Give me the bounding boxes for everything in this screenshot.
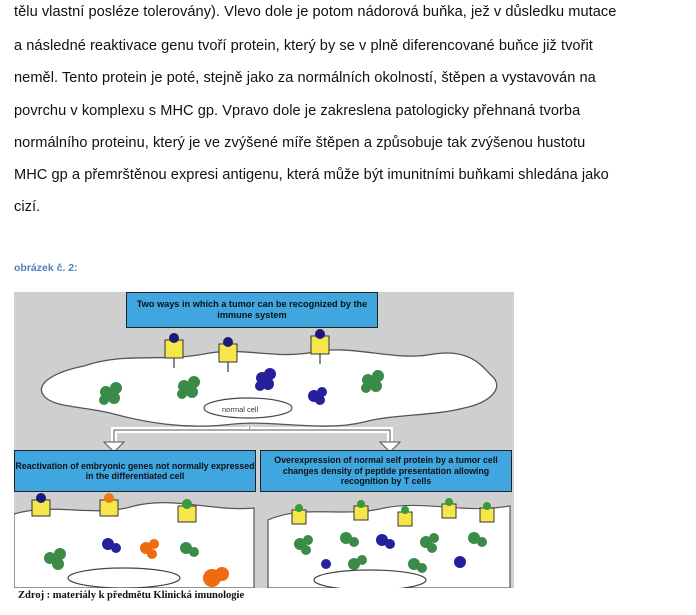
mhc-molecule-icon bbox=[100, 493, 118, 516]
figure-title: Two ways in which a tumor can be recognized by the immune system bbox=[136, 299, 368, 320]
mhc-molecule-icon bbox=[442, 498, 456, 518]
mhc-molecule-icon bbox=[32, 493, 50, 516]
paragraph-line: normálního proteinu, který je ve zvýšené míře štěpen a způsobuje tak zvýšenou hustotu bbox=[14, 135, 586, 151]
normal-cell-label: normal cell bbox=[222, 405, 259, 414]
figure-right-text: Overexpression of normal self protein by a tumor cell changes density of peptide presentation allowing recognition by T cells bbox=[274, 455, 498, 487]
paragraph-line: tělu vlastní posléze tolerovány). Vlevo dole je potom nádorová buňka, jež v důsledku mutace bbox=[14, 4, 617, 20]
mhc-molecule-icon bbox=[178, 499, 196, 522]
figure-drawing bbox=[14, 292, 514, 606]
figure-caption: obrázek č. 2: bbox=[14, 262, 78, 274]
mhc-molecule-icon bbox=[292, 504, 306, 524]
paragraph-line: MHC gp a přemrštěnou expresi antigenu, která může být imunitními buňkami shledána jako bbox=[14, 167, 609, 183]
mhc-molecule-icon bbox=[354, 500, 368, 520]
figure-source: Zdroj : materiály k předmětu Klinická imunologie bbox=[18, 590, 245, 601]
protein-icon bbox=[321, 559, 331, 569]
figure-left-box bbox=[14, 450, 256, 492]
protein-icon bbox=[454, 556, 466, 568]
figure-title-box bbox=[126, 292, 378, 328]
mhc-molecule-icon bbox=[480, 502, 494, 522]
figure-image bbox=[14, 292, 514, 606]
figure-left-text: Reactivation of embryonic genes not normally expressed in the differentiated cell bbox=[15, 460, 255, 481]
paragraph-line: povrchu v komplexu s MHC gp. Vpravo dole je zakreslena patologicky přehnaná tvorba bbox=[14, 103, 581, 119]
paragraph-line: cizí. bbox=[14, 199, 41, 215]
paragraph-line: neměl. Tento protein je poté, stejně jako za normálních okolností, štěpen a vystavován na bbox=[14, 70, 596, 86]
figure-right-box bbox=[260, 450, 512, 492]
paragraph-line: a následné reaktivace genu tvoří protein, který by se v plně diferencované buňce již tvořit bbox=[14, 38, 593, 54]
